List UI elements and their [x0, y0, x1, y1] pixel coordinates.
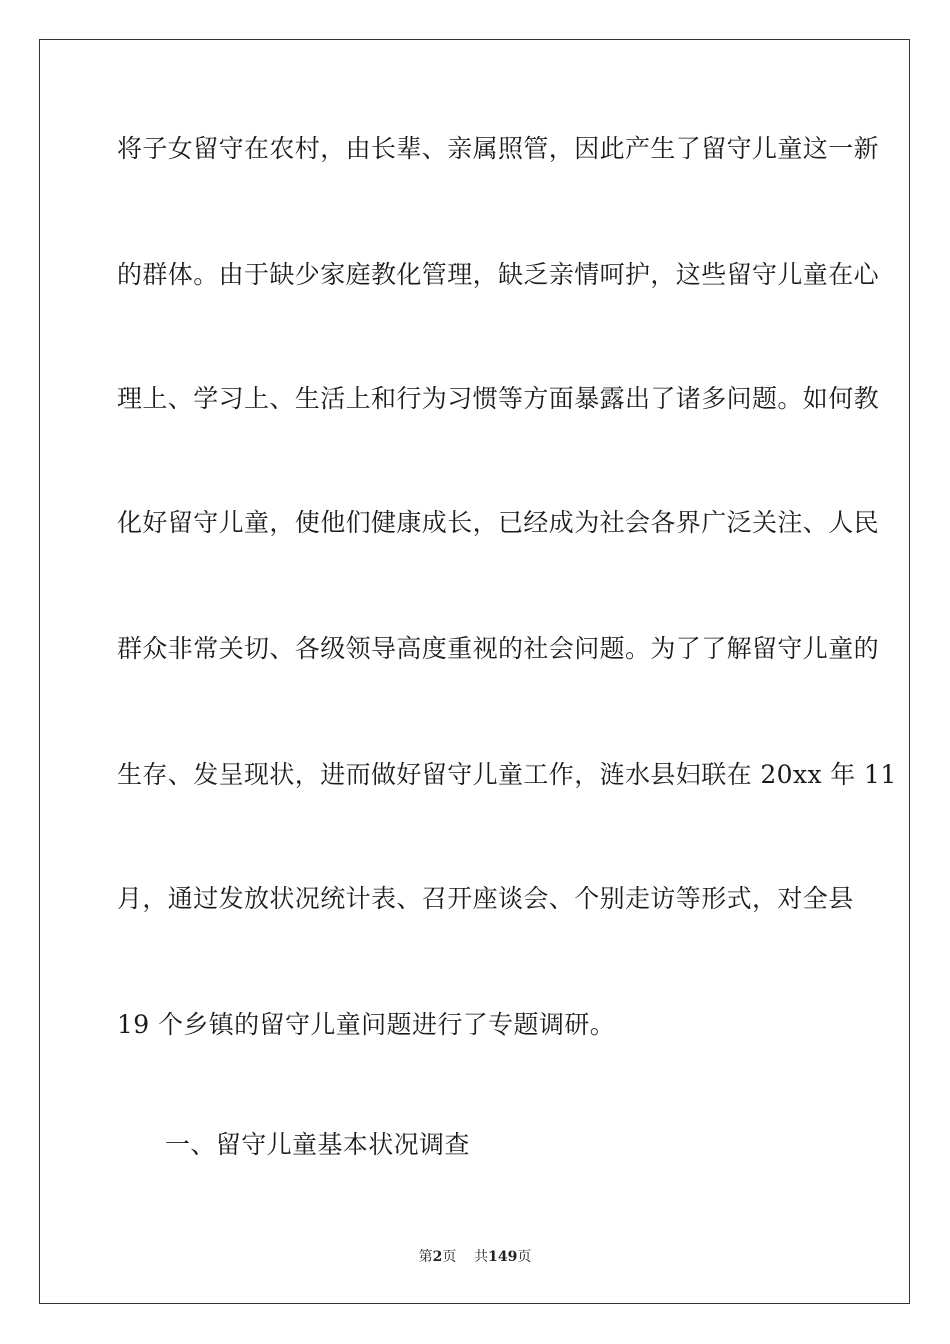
- paragraph-line-1: 将子女留守在农村，由长辈、亲属照管，因此产生了留守儿童这一新: [117, 134, 880, 163]
- page-border: [39, 39, 910, 1304]
- footer-page-suffix: 页: [442, 1249, 457, 1265]
- footer-total-pages: 149: [488, 1249, 518, 1265]
- footer-page-number: 2: [432, 1249, 443, 1265]
- paragraph-line-5: 群众非常关切、各级领导高度重视的社会问题。为了了解留守儿童的: [117, 634, 880, 663]
- footer-total-prefix: 共: [474, 1249, 489, 1265]
- paragraph-line-6: 生存、发呈现状，进而做好留守儿童工作，涟水县妇联在 20xx 年 11: [117, 760, 897, 789]
- paragraph-line-3: 理上、学习上、生活上和行为习惯等方面暴露出了诸多问题。如何教: [117, 384, 880, 413]
- footer-total-suffix: 页: [517, 1249, 532, 1265]
- footer-page-prefix: 第: [418, 1249, 433, 1265]
- paragraph-line-8: 19 个乡镇的留守儿童问题进行了专题调研。: [117, 1010, 616, 1039]
- paragraph-line-7: 月，通过发放状况统计表、召开座谈会、个别走访等形式，对全县: [117, 884, 854, 913]
- page-footer: [0, 1248, 950, 1266]
- paragraph-line-4: 化好留守儿童，使他们健康成长，已经成为社会各界广泛关注、人民: [117, 508, 880, 537]
- section-heading: 一、留守儿童基本状况调查: [165, 1130, 470, 1159]
- paragraph-line-2: 的群体。由于缺少家庭教化管理，缺乏亲情呵护，这些留守儿童在心: [117, 260, 880, 289]
